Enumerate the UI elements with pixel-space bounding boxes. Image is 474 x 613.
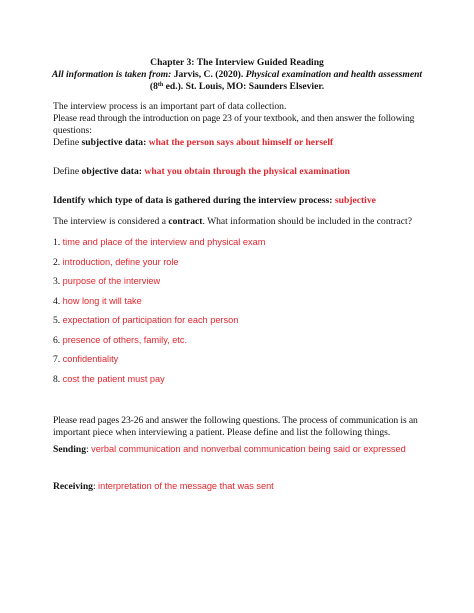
contract-question	[53, 216, 412, 228]
receiving-answer: interpretation of the message that was sent	[98, 481, 274, 491]
identify-answer: subjective	[334, 195, 376, 206]
list-number: 5.	[53, 315, 61, 326]
intro-line-1: The interview process is an important part of data collection.	[53, 101, 287, 112]
sending-label: Sending	[53, 444, 87, 455]
sending-colon: :	[86, 444, 89, 455]
title-text: Chapter 3: The Interview Guided Reading	[150, 57, 324, 68]
sending-answer: verbal communication and nonverbal communication being said or expressed	[91, 444, 406, 454]
source-edition	[0, 81, 474, 93]
list-item	[53, 236, 265, 249]
list-item	[53, 373, 165, 386]
list-number: 6.	[53, 335, 61, 346]
list-number: 1.	[53, 237, 61, 248]
identify-question	[53, 195, 376, 207]
subjective-question	[53, 137, 333, 149]
list-number: 4.	[53, 296, 61, 307]
contract-term: contract	[168, 216, 203, 227]
subjective-term: subjective data:	[81, 137, 147, 148]
objective-question	[53, 166, 350, 178]
source-citation	[0, 69, 474, 81]
contract-prefix: The interview is considered a	[53, 216, 166, 227]
edition-sup: th	[157, 82, 164, 88]
subjective-prefix: Define	[53, 137, 80, 148]
identify-text: Identify which type of data is gathered during the interview process:	[53, 195, 333, 206]
receiving-colon: :	[92, 481, 96, 492]
edition-rest: ed.). St. Louis, MO: Saunders Elsevier.	[165, 81, 325, 92]
list-answer: presence of others, family, etc.	[62, 335, 188, 345]
list-answer: introduction, define your role	[62, 257, 179, 267]
communication-line-1: Please read pages 23-26 and answer the following questions. The process of communication is an	[53, 415, 418, 426]
objective-answer: what you obtain through the physical examination	[144, 166, 350, 177]
list-answer: how long it will take	[62, 296, 142, 306]
list-item	[53, 314, 238, 327]
list-number: 2.	[53, 257, 61, 268]
list-number: 8.	[53, 374, 61, 385]
list-answer: purpose of the interview	[62, 276, 161, 286]
source-prefix: All information is taken from:	[51, 69, 172, 80]
list-number: 3.	[53, 276, 61, 287]
intro-line-2: Please read through the introduction on page 23 of your textbook, and then answer the following	[53, 113, 415, 124]
document-title	[0, 57, 474, 69]
communication-line-2: important piece when interviewing a patient. Please define and list the following things.	[53, 427, 391, 438]
receiving-definition	[53, 480, 274, 493]
receiving-label: Receiving	[53, 481, 93, 492]
list-item	[53, 334, 187, 347]
subjective-answer: what the person says about himself or herself	[148, 137, 334, 148]
list-item	[53, 256, 179, 269]
list-number: 7.	[53, 354, 61, 365]
source-author: Jarvis, C. (2020).	[173, 69, 244, 80]
intro-line-3: questions:	[53, 125, 92, 136]
list-answer: cost the patient must pay	[62, 374, 165, 384]
contract-suffix: . What information should be included in the contract?	[202, 216, 412, 227]
list-answer: time and place of the interview and physical exam	[62, 237, 266, 247]
list-item	[53, 275, 160, 288]
edition-open: (8	[149, 81, 158, 92]
list-answer: expectation of participation for each person	[62, 315, 239, 325]
source-title: Physical examination and health assessment	[245, 69, 423, 80]
objective-prefix: Define	[53, 166, 80, 177]
objective-term: objective data:	[81, 166, 142, 177]
list-answer: confidentiality	[62, 354, 119, 364]
list-item	[53, 353, 118, 366]
sending-definition	[53, 443, 406, 456]
list-item	[53, 295, 142, 308]
